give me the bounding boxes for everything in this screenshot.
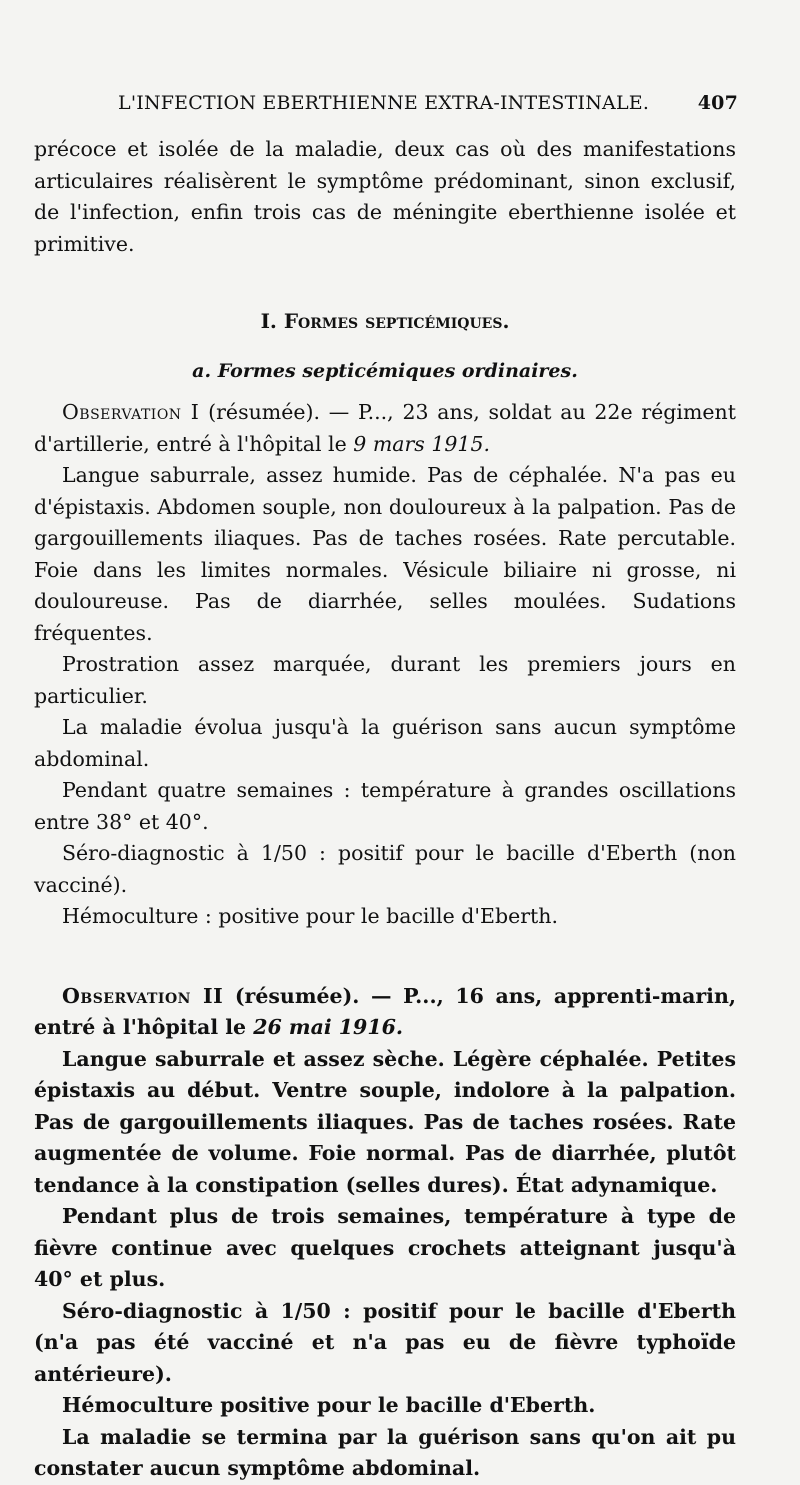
- observation-1-paragraph: Langue saburrale, assez humide. Pas de céphalée. N'a pas eu d'épistaxis. Abdomen souple, non douloureux à la palpation. Pas de gargouillements iliaques. Pas de taches rosées. Rate percutable. Foie dans les limites normales. Vésicule biliaire ni grosse, ni douloureuse. Pas de diarrhée, selles moulées. Sudations fréquentes.: [34, 463, 736, 645]
- observation-1-paragraph: Séro-diagnostic à 1/50 : positif pour le bacille d'Eberth (non vacciné).: [34, 841, 736, 897]
- section-heading: I. Formes septicémiques.: [260, 309, 510, 333]
- body-text: [34, 134, 736, 1485]
- observation-2-paragraph: Pendant plus de trois semaines, température à type de fièvre continue avec quelques crochets atteignant jusqu'à 40° et plus.: [34, 1204, 736, 1291]
- observation-1-date: 9 mars 1915.: [353, 431, 491, 456]
- subsection-heading: a. Formes septicémiques ordinaires.: [192, 359, 578, 382]
- observation-2-paragraph: Séro-diagnostic à 1/50 : positif pour le bacille d'Eberth (n'a pas été vacciné et n'a pas eu de fièvre typhoïde antérieure).: [34, 1298, 736, 1386]
- observation-1-label: Observation I: [62, 400, 200, 424]
- observation-1-paragraph: Prostration assez marquée, durant les premiers jours en particulier.: [34, 652, 736, 708]
- observation-1-header: [34, 397, 736, 460]
- observation-2-date: 26 mai 1916.: [253, 1015, 403, 1039]
- observation-2-header: [34, 981, 736, 1044]
- observation-2-paragraph: La maladie se termina par la guérison sans qu'on ait pu constater aucun symptôme abdominal.: [34, 1424, 736, 1480]
- observation-2-paragraph: Langue saburrale et assez sèche. Légère céphalée. Petites épistaxis au début. Ventre souple, indolore à la palpation. Pas de gargouillements iliaques. Pas de taches rosées. Rate augmentée de volume. Foie normal. Pas de diarrhée, plutôt tendance à la constipation (selles dures). État adynamique.: [34, 1046, 736, 1197]
- observation-2-paragraph: Hémoculture positive pour le bacille d'Eberth.: [62, 1393, 596, 1417]
- intro-paragraph: précoce et isolée de la maladie, deux cas où des manifestations articulaires réalisèrent le symptôme prédominant, sinon exclusif, de l'infection, enfin trois cas de méningite eberthienne isolée et primitive.: [34, 137, 736, 256]
- observation-2-intro: (résumée). — P..., 16 ans, apprenti-marin, entré à l'hôpital le: [34, 983, 736, 1039]
- page-number: 407: [697, 92, 738, 114]
- observation-1-paragraph: Pendant quatre semaines : température à grandes oscillations entre 38° et 40°.: [34, 778, 736, 834]
- observation-2-label: Observation II: [62, 983, 224, 1008]
- running-title: L'INFECTION EBERTHIENNE EXTRA-INTESTINALE.: [118, 92, 650, 114]
- running-head: [118, 92, 738, 122]
- observation-1-paragraph: La maladie évolua jusqu'à la guérison sans aucun symptôme abdominal.: [34, 715, 736, 771]
- observation-1-intro: (résumée). — P..., 23 ans, soldat au 22e régiment d'artillerie, entré à l'hôpital le: [34, 400, 736, 456]
- observation-1-paragraph: Hémoculture : positive pour le bacille d'Eberth.: [62, 904, 558, 928]
